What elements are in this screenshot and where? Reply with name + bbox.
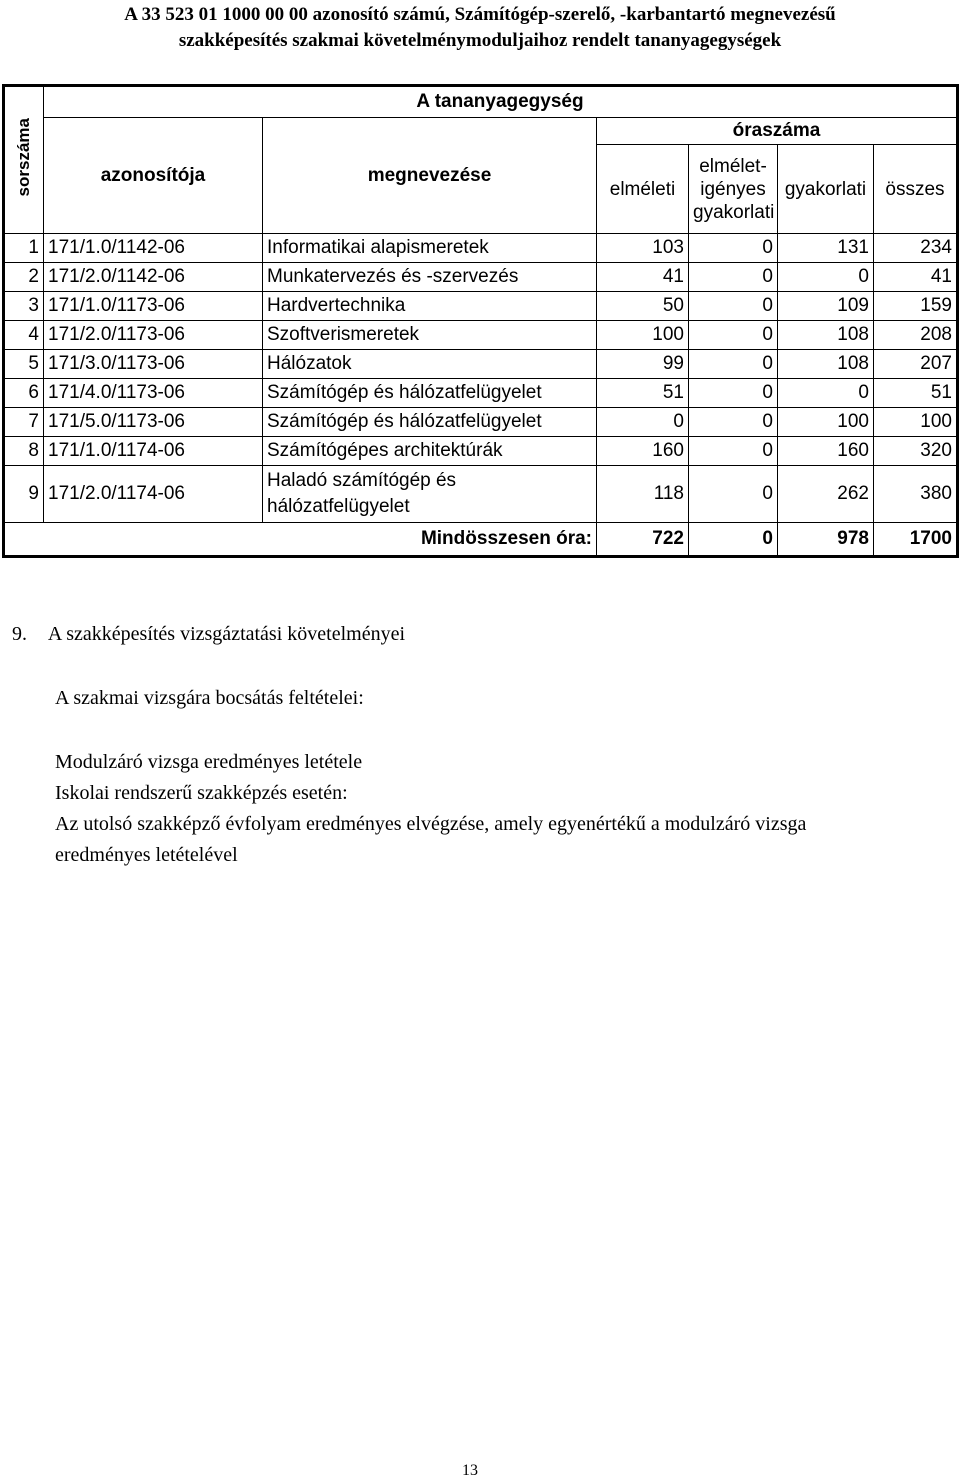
row-elmeleti: 100 — [597, 321, 689, 350]
title-line-1: A 33 523 01 1000 00 00 azonosító számú, Számítógép-szerelő, -karbantartó megnevezésű — [124, 4, 836, 25]
row-name: Szoftverismeretek — [263, 321, 597, 350]
table-row — [4, 234, 958, 263]
subtitle: A szakmai vizsgára bocsátás feltételei: — [55, 687, 364, 709]
row-gyakorlati: 131 — [778, 234, 874, 263]
row-number: 1 — [4, 234, 44, 263]
row-name: Számítógép és hálózatfelügyelet — [263, 408, 597, 437]
row-elmeletigenyes: 0 — [689, 292, 778, 321]
header-tananyagegyseg: A tananyagegység — [44, 86, 958, 118]
row-number: 8 — [4, 437, 44, 466]
curriculum-table — [2, 84, 959, 558]
row-elmeleti: 41 — [597, 263, 689, 292]
row-id: 171/1.0/1142-06 — [44, 234, 263, 263]
total-osszes: 1700 — [874, 523, 958, 557]
row-osszes: 234 — [874, 234, 958, 263]
row-gyakorlati: 262 — [778, 466, 874, 523]
section-number: 9. — [12, 623, 27, 645]
paragraph-block — [55, 747, 950, 871]
row-name: Számítógép és hálózatfelügyelet — [263, 379, 597, 408]
row-osszes: 207 — [874, 350, 958, 379]
section-9-heading — [12, 620, 405, 648]
header-gyakorlati: gyakorlati — [778, 145, 874, 234]
table-row — [4, 379, 958, 408]
page-number: 13 — [462, 1462, 478, 1479]
table-row — [4, 321, 958, 350]
row-name: Hardvertechnika — [263, 292, 597, 321]
row-elmeletigenyes: 0 — [689, 234, 778, 263]
row-osszes: 380 — [874, 466, 958, 523]
header-azonositoja: azonosítója — [44, 118, 263, 234]
row-gyakorlati: 108 — [778, 321, 874, 350]
header-oraszama: óraszáma — [597, 118, 958, 145]
header-megnevezese: megnevezése — [263, 118, 597, 234]
row-number: 9 — [4, 466, 44, 523]
table-row — [4, 408, 958, 437]
row-elmeleti: 99 — [597, 350, 689, 379]
row-elmeletigenyes: 0 — [689, 263, 778, 292]
header-sorszama: sorszáma — [4, 86, 44, 234]
row-number: 4 — [4, 321, 44, 350]
row-name: Számítógépes architektúrák — [263, 437, 597, 466]
row-id: 171/4.0/1173-06 — [44, 379, 263, 408]
row-elmeleti: 103 — [597, 234, 689, 263]
row-id: 171/2.0/1173-06 — [44, 321, 263, 350]
row-elmeletigenyes: 0 — [689, 321, 778, 350]
row-gyakorlati: 108 — [778, 350, 874, 379]
row-id: 171/1.0/1173-06 — [44, 292, 263, 321]
total-elmeleti: 722 — [597, 523, 689, 557]
row-elmeletigenyes: 0 — [689, 437, 778, 466]
row-name: Hálózatok — [263, 350, 597, 379]
row-elmeleti: 160 — [597, 437, 689, 466]
row-id: 171/2.0/1174-06 — [44, 466, 263, 523]
row-gyakorlati: 109 — [778, 292, 874, 321]
row-elmeleti: 0 — [597, 408, 689, 437]
row-number: 5 — [4, 350, 44, 379]
table-row — [4, 466, 958, 523]
table-row — [4, 263, 958, 292]
header-osszes: összes — [874, 145, 958, 234]
row-osszes: 208 — [874, 321, 958, 350]
total-elmeletigenyes: 0 — [689, 523, 778, 557]
title-line-2: szakképesítés szakmai követelménymoduljaihoz rendelt tananyagegységek — [178, 30, 782, 51]
header-elmeletigenyes: elmélet- igényes gyakorlati — [689, 145, 778, 234]
paragraph-line: eredményes letételével — [55, 844, 238, 866]
row-gyakorlati: 160 — [778, 437, 874, 466]
row-name: Informatikai alapismeretek — [263, 234, 597, 263]
row-number: 7 — [4, 408, 44, 437]
row-gyakorlati: 0 — [778, 379, 874, 408]
row-gyakorlati: 0 — [778, 263, 874, 292]
header-elmeleti: elméleti — [597, 145, 689, 234]
row-osszes: 51 — [874, 379, 958, 408]
row-osszes: 159 — [874, 292, 958, 321]
row-elmeleti: 50 — [597, 292, 689, 321]
row-osszes: 41 — [874, 263, 958, 292]
row-id: 171/1.0/1174-06 — [44, 437, 263, 466]
section-title: A szakképesítés vizsgáztatási követelményei — [47, 623, 406, 645]
row-elmeletigenyes: 0 — [689, 408, 778, 437]
table-row — [4, 292, 958, 321]
row-osszes: 320 — [874, 437, 958, 466]
row-id: 171/2.0/1142-06 — [44, 263, 263, 292]
row-elmeletigenyes: 0 — [689, 466, 778, 523]
paragraph-line: Modulzáró vizsga eredményes letétele — [55, 751, 363, 773]
row-number: 3 — [4, 292, 44, 321]
row-id: 171/3.0/1173-06 — [44, 350, 263, 379]
row-elmeleti: 118 — [597, 466, 689, 523]
paragraph-line: Az utolsó szakképző évfolyam eredményes elvégzése, amely egyenértékű a modulzáró vizsga — [55, 813, 807, 835]
row-id: 171/5.0/1173-06 — [44, 408, 263, 437]
table-row — [4, 437, 958, 466]
row-gyakorlati: 100 — [778, 408, 874, 437]
row-elmeletigenyes: 0 — [689, 350, 778, 379]
total-row — [4, 523, 958, 557]
document-title — [20, 2, 940, 54]
row-elmeletigenyes: 0 — [689, 379, 778, 408]
paragraph-line: Iskolai rendszerű szakképzés esetén: — [55, 782, 348, 804]
row-name: Haladó számítógép és hálózatfelügyelet — [263, 466, 597, 523]
total-gyakorlati: 978 — [778, 523, 874, 557]
row-name: Munkatervezés és -szervezés — [263, 263, 597, 292]
row-number: 2 — [4, 263, 44, 292]
table-row — [4, 350, 958, 379]
row-osszes: 100 — [874, 408, 958, 437]
total-label: Mindösszesen óra: — [263, 523, 597, 557]
row-number: 6 — [4, 379, 44, 408]
row-elmeleti: 51 — [597, 379, 689, 408]
